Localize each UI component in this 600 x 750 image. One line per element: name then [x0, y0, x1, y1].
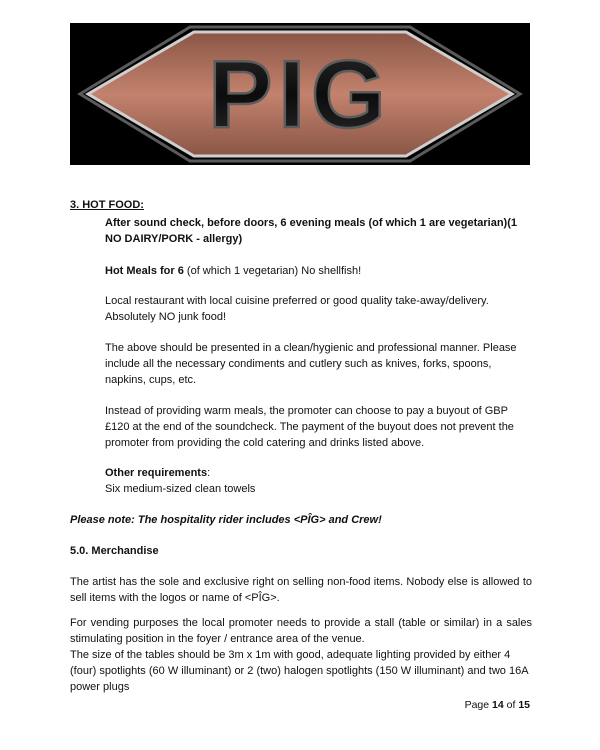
hot-meals-bold: Hot Meals for 6: [105, 265, 184, 277]
page-current: 14: [492, 699, 504, 711]
page-total: 15: [518, 699, 530, 711]
hot-meals-line: [105, 263, 535, 279]
merch-tables-paragraph: The size of the tables should be 3m x 1m with good, adequate lighting provided by either 4 (four) spotlights (60 W illuminant) or 2 (two) halogen spotlights (150 W illuminant) and two 16A power plugs: [70, 649, 528, 693]
page-of: of: [503, 699, 519, 711]
pig-logo-graphic: [70, 23, 530, 165]
section-heading-hot-food: 3. HOT FOOD:: [70, 199, 144, 211]
meals-line: After sound check, before doors, 6 evening meals (of which 1 are vegetarian)(1 NO DAIRY/PORK - allergy): [105, 217, 518, 245]
merch-rights-paragraph: The artist has the sole and exclusive right on selling non-food items. Nobody else is allowed to sell items with the logos or name of <PÎG>.: [70, 576, 532, 604]
pig-logo-banner: [70, 23, 530, 165]
other-requirements-colon: :: [207, 467, 211, 479]
hospitality-note: Please note: The hospitality rider includes <PÎG> and Crew!: [70, 514, 382, 526]
other-requirements-bold: Other requirements: [105, 467, 208, 479]
pig-logo-text: PIG: [208, 41, 392, 148]
page-prefix: Page: [464, 699, 493, 711]
presentation-paragraph: The above should be presented in a clean/hygienic and professional manner. Please include all the necessary condiments and cutlery such as knives, forks, spoons, napkins, cups, etc.: [105, 342, 517, 386]
hot-meals-rest: (of which 1 vegetarian) No shellfish!: [183, 265, 362, 277]
page-number: [465, 699, 530, 711]
buyout-paragraph: Instead of providing warm meals, the promoter can choose to pay a buyout of GBP £120 at the end of the soundcheck. The payment of the buyout does not prevent the promoter from providing the cold catering and drinks listed above.: [105, 405, 514, 449]
section-heading-merchandise: 5.0. Merchandise: [70, 545, 159, 557]
restaurant-paragraph: Local restaurant with local cuisine preferred or good quality take-away/delivery. Absolutely NO junk food!: [105, 295, 489, 323]
towels-line: Six medium-sized clean towels: [105, 483, 256, 495]
merch-vending-paragraph: For vending purposes the local promoter needs to provide a stall (table or similar) in a sales stimulating position in the foyer / entrance area of the venue.: [70, 617, 532, 645]
other-requirements-label: [105, 465, 535, 481]
